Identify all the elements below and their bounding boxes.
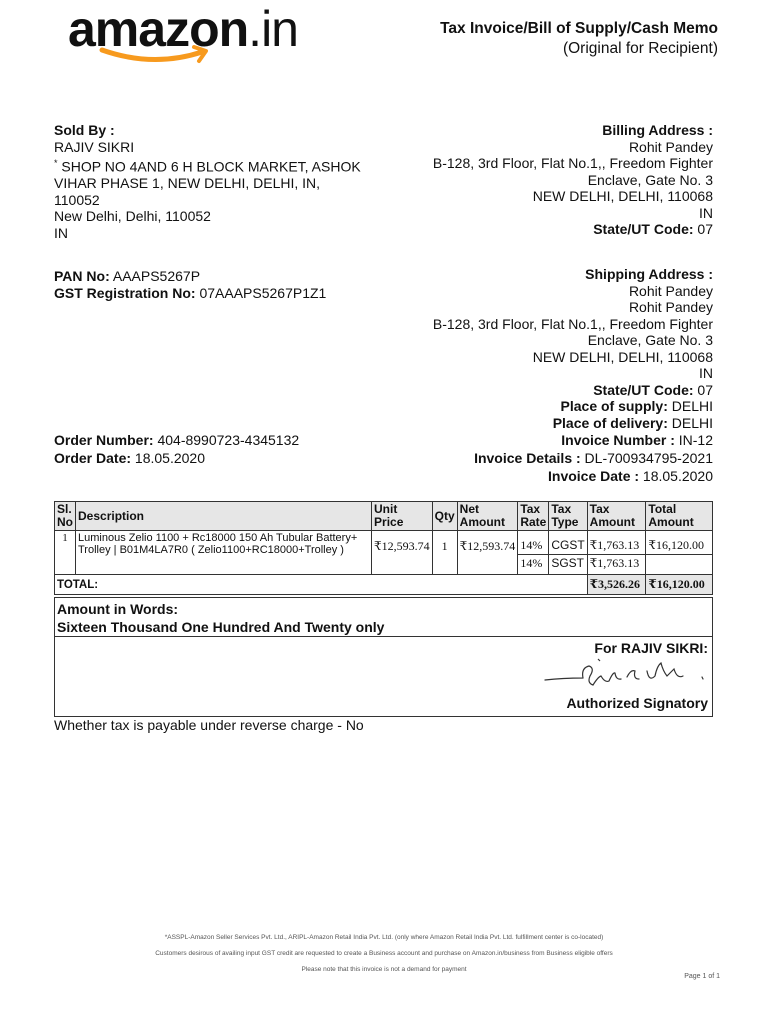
place-of-supply-row: Place of supply: DELHI	[560, 398, 713, 414]
header-qty: Qty	[432, 502, 457, 531]
shipping-name: Rohit Pandey	[628, 299, 713, 315]
signature-image	[543, 657, 718, 691]
items-table	[54, 501, 713, 595]
invoice-block	[383, 431, 713, 485]
shipping-label: Shipping Address :	[585, 266, 713, 282]
footer-line: Customers desirous of availing input GST credit are requested to create a Business account and purchase on Amazon.in/business from Business eligible offers	[155, 950, 613, 957]
invoice-details-row: Invoice Details : DL-700934795-2021	[474, 450, 713, 466]
seller-address-line: * SHOP NO 4AND 6 H BLOCK MARKET, ASHOK	[54, 158, 361, 175]
footer-line: Please note that this invoice is not a demand for payment	[301, 966, 467, 973]
reverse-charge-note: Whether tax is payable under reverse charge - No	[54, 717, 364, 733]
order-date-row: Order Date: 18.05.2020	[54, 450, 205, 466]
invoice-details: DL-700934795-2021	[584, 450, 713, 466]
invoice-title-block	[440, 20, 718, 60]
row-total-amount: ₹16,120.00	[646, 531, 713, 555]
invoice-number-row: Invoice Number : IN-12	[561, 432, 713, 448]
billing-line: IN	[699, 204, 713, 221]
billing-line: NEW DELHI, DELHI, 110068	[532, 188, 713, 204]
amazon-smile-icon	[98, 44, 218, 66]
table-header-row	[55, 502, 713, 531]
header-unit-price: Unit Price	[372, 502, 433, 531]
invoice-subtitle: (Original for Recipient)	[562, 40, 718, 57]
shipping-line: NEW DELHI, DELHI, 110068	[532, 348, 713, 365]
authorized-signatory-label: Authorized Signatory	[566, 695, 708, 711]
seller-address-line: New Delhi, Delhi, 110052	[54, 208, 211, 225]
amount-in-words-box	[54, 597, 713, 637]
shipping-state-row: State/UT Code: 07	[593, 381, 713, 398]
total-label: TOTAL:	[55, 575, 588, 595]
header-total-amount: Total Amount	[646, 502, 713, 531]
billing-line: Enclave, Gate No. 3	[587, 171, 713, 188]
row-description: Luminous Zelio 1100 + Rc18000 150 Ah Tubular Battery+ Trolley | B01M4LA7R0 ( Zelio1100+RC18000+Trolley )	[76, 531, 372, 575]
invoice-date-row: Invoice Date : 18.05.2020	[548, 468, 713, 484]
invoice-number: IN-12	[678, 432, 713, 448]
amazon-logo	[68, 1, 308, 70]
order-number-row: Order Number: 404-8990723-4345132	[54, 432, 300, 448]
shipping-line: IN	[699, 365, 713, 381]
seller-address-line: VIHAR PHASE 1, NEW DELHI, DELHI, IN,	[54, 175, 321, 192]
row-sl: 1	[55, 531, 76, 575]
row-empty-cell	[646, 555, 713, 575]
row-net-amount: ₹12,593.74	[457, 531, 518, 575]
seller-address-mark: *	[54, 158, 58, 168]
row-tax-rate: 14%	[518, 531, 549, 555]
pan-value: AAAPS5267P	[112, 268, 201, 284]
header-tax-type: Tax Type	[549, 502, 587, 531]
logo-main-text: amazon	[68, 1, 249, 57]
order-date: 18.05.2020	[134, 450, 205, 466]
row-unit-price: ₹12,593.74	[372, 531, 433, 575]
header-description: Description	[76, 502, 372, 531]
seller-tax-ids	[54, 268, 404, 301]
row-tax-rate: 14%	[518, 555, 549, 575]
row-tax-amount: ₹1,763.13	[587, 531, 646, 555]
total-amount: ₹16,120.00	[646, 575, 713, 595]
pan-row: PAN No: AAAPS5267P	[54, 268, 201, 284]
seller-address-line: IN	[54, 224, 68, 241]
invoice-date: 18.05.2020	[642, 468, 713, 484]
billing-block	[353, 122, 713, 238]
seller-name: RAJIV SIKRI	[54, 138, 135, 155]
header-sl: Sl. No	[55, 502, 76, 531]
shipping-block	[353, 266, 713, 431]
header-tax-rate: Tax Rate	[518, 502, 549, 531]
gst-row: GST Registration No: 07AAAPS5267P1Z1	[54, 284, 327, 301]
billing-state-row: State/UT Code: 07	[593, 221, 713, 237]
order-block	[54, 431, 404, 467]
seller-address-line: 110052	[54, 191, 100, 208]
gst-value: 07AAAPS5267P1Z1	[199, 284, 327, 301]
seller-block	[54, 122, 404, 241]
shipping-line: Enclave, Gate No. 3	[587, 332, 713, 348]
billing-line: B-128, 3rd Floor, Flat No.1,, Freedom Fighter	[432, 155, 713, 171]
billing-name: Rohit Pandey	[628, 138, 713, 155]
billing-label: Billing Address :	[602, 122, 713, 138]
logo-suffix-text: .in	[248, 1, 298, 57]
header-tax-amount: Tax Amount	[587, 502, 646, 531]
row-tax-amount: ₹1,763.13	[587, 555, 646, 575]
total-tax-amount: ₹3,526.26	[587, 575, 646, 595]
place-of-delivery-row: Place of delivery: DELHI	[552, 414, 713, 431]
header-net-amount: Net Amount	[457, 502, 518, 531]
sold-by-label: Sold By :	[54, 122, 115, 138]
row-qty: 1	[432, 531, 457, 575]
page-number: Page 1 of 1	[684, 973, 720, 980]
table-row	[55, 531, 713, 555]
row-tax-type: CGST	[549, 531, 587, 555]
footer-line: *ASSPL-Amazon Seller Services Pvt. Ltd., ARIPL-Amazon Retail India Pvt. Ltd. (only where Amazon Retail India Pvt. Ltd. fulfillment center is co-located)	[164, 934, 604, 941]
shipping-name: Rohit Pandey	[628, 282, 713, 299]
invoice-title: Tax Invoice/Bill of Supply/Cash Memo	[440, 20, 718, 37]
total-row	[55, 575, 713, 595]
amount-in-words-value: Sixteen Thousand One Hundred And Twenty only	[57, 619, 385, 635]
row-tax-type: SGST	[549, 555, 587, 575]
for-seller-label: For RAJIV SIKRI:	[594, 640, 708, 656]
order-number: 404-8990723-4345132	[157, 432, 300, 448]
amount-in-words-label: Amount in Words:	[57, 601, 179, 617]
signature-box	[54, 636, 713, 717]
shipping-line: B-128, 3rd Floor, Flat No.1,, Freedom Fighter	[432, 315, 713, 332]
